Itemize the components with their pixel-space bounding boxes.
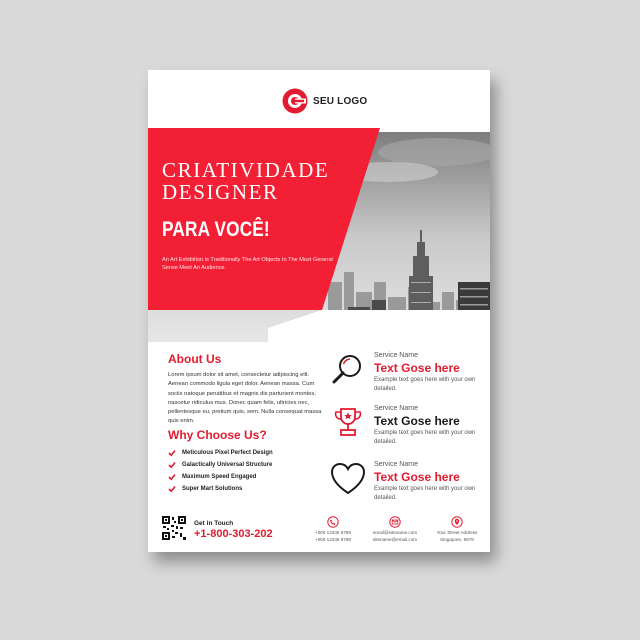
get-in-touch-label: Get in Touch [194,520,234,527]
list-item [168,483,273,495]
flyer [148,70,490,552]
hero-description: An Art Exhibition Is Traditionally The Art Objects In The Most General Sense Meet An Audience. [162,257,333,272]
why-item-text: Galactically Universal Structure [182,462,273,468]
contact-phone-line: +000 12345 6789 [315,536,351,542]
about-text: Lorem ipsum dolor sit amet, consectetur adipiscing elit. Aenean commodo ligula eget dolor. Aenean massa. Cum sociis natoque penatibus et magnis dis parturient montes, nascetur ridiculus mus. Donec quam felis, ultricies nec, pellentesque eu, pretium quis, sem. Nulla consequat massa quis enim. [168,372,322,425]
magnifier-icon [330,352,366,388]
heart-icon [330,461,366,497]
email-icon [389,516,401,528]
why-item-text: Meticulous Pixel Perfect Design [182,450,273,456]
why-item-text: Super Mart Solutions [182,486,243,492]
service-desc: Example text goes here with your own detailed. [374,430,476,445]
service-desc: Example text goes here with your own detailed. [374,486,476,501]
contact-address-line: Singapore, 5678 [440,536,474,542]
service-title: Text Gose here [374,470,460,484]
list-item [168,459,273,471]
contact-phone [302,516,364,543]
trophy-icon [330,405,366,441]
service-name: Service Name [374,352,418,359]
check-icon [168,485,176,493]
contact-phone-line: +000 12345 6789 [315,530,351,535]
logo [282,88,367,114]
check-icon [168,449,176,457]
phone-icon [327,516,339,528]
qr-code-icon [162,516,186,540]
contact-email-line: email@sitename.com [372,530,418,535]
why-item-text: Maximum Speed Engaged [182,474,257,480]
why-title: Why Choose Us? [168,428,267,442]
service-title: Text Gose here [374,361,460,375]
list-item [168,447,273,459]
service-item-2 [330,405,480,455]
service-item-3 [330,461,480,511]
check-icon [168,473,176,481]
hero-title-line1: CRIATIVIDADE [162,158,330,182]
about-title: About Us [168,352,222,366]
service-item-1 [330,352,480,402]
contact-address-line: Your Street Address [436,530,478,535]
contact-address [426,516,488,543]
service-name: Service Name [374,405,418,412]
hero-title-line2: DESIGNER [162,180,279,204]
contact-email-line: sitename@email.com [372,536,418,542]
logo-text: SEU LOGO [313,95,368,107]
logo-c-icon [282,88,308,114]
contact-email [364,516,426,543]
check-icon [168,461,176,469]
why-list [168,447,273,495]
location-pin-icon [451,516,463,528]
service-name: Service Name [374,461,418,468]
list-item [168,471,273,483]
phone-number: +1-800-303-202 [194,528,273,540]
service-desc: Example text goes here with your own detailed. [374,377,476,392]
service-title: Text Gose here [374,414,460,428]
hero-subtitle: PARA VOCÊ! [162,218,270,241]
